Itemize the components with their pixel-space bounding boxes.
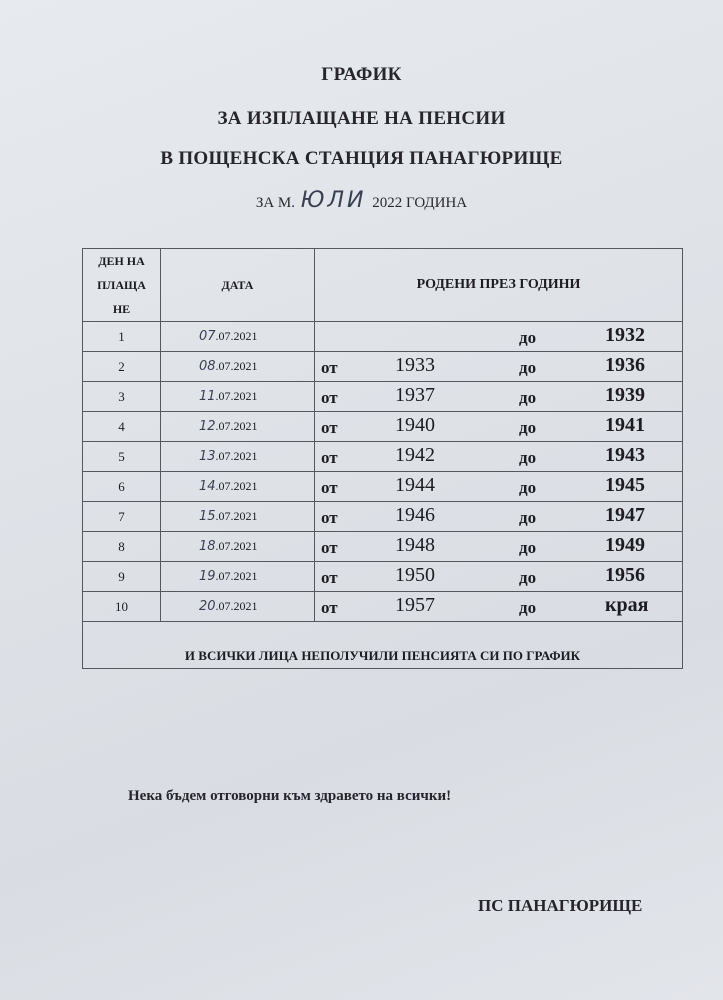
table-footer-row — [83, 622, 683, 669]
row-from-label: от — [321, 358, 338, 377]
footer-cell — [83, 622, 683, 669]
row-to-label: до — [519, 388, 537, 407]
row-from-year: 1944 — [395, 474, 435, 496]
row-to-label: до — [519, 508, 537, 527]
row-from-label: от — [321, 538, 338, 557]
row-to-label: до — [519, 448, 537, 467]
row-number-cell — [83, 592, 161, 622]
row-years-cell — [315, 322, 683, 352]
row-date-cell — [161, 352, 315, 382]
title-subheading: ЗА ИЗПЛАЩАНЕ НА ПЕНСИИ — [217, 108, 506, 129]
row-to-label: до — [519, 478, 537, 497]
table-row — [83, 562, 683, 592]
row-date-cell — [161, 442, 315, 472]
table-row — [83, 472, 683, 502]
table-row — [83, 592, 683, 622]
row-date-rest: .07.2021 — [215, 569, 258, 583]
row-number-cell — [83, 352, 161, 382]
row-number-cell — [83, 532, 161, 562]
row-number-cell — [83, 442, 161, 472]
row-date-cell — [161, 562, 315, 592]
row-years-cell — [315, 352, 683, 382]
row-date-day: 13 — [199, 449, 216, 464]
header-born-years: РОДЕНИ ПРЕЗ ГОДИНИ — [315, 249, 683, 322]
row-years-cell — [315, 472, 683, 502]
row-from-label: от — [321, 598, 338, 617]
table-row — [83, 442, 683, 472]
row-date-rest: .07.2021 — [215, 389, 258, 403]
table-body — [83, 322, 683, 622]
row-number: 9 — [118, 568, 125, 584]
row-date-rest: .07.2021 — [215, 539, 258, 553]
row-years-cell — [315, 532, 683, 562]
row-date-day: 18 — [199, 539, 216, 554]
row-number: 5 — [118, 448, 125, 464]
row-date-cell — [161, 472, 315, 502]
title-heading: ГРАФИК — [321, 64, 402, 85]
payment-schedule-table — [82, 248, 683, 669]
row-to-label: до — [519, 538, 537, 557]
row-date-day: 19 — [199, 569, 216, 584]
row-date-cell — [161, 382, 315, 412]
row-to-year: 1941 — [605, 414, 645, 436]
footer-text: И ВСИЧКИ ЛИЦА НЕПОЛУЧИЛИ ПЕНСИЯТА СИ ПО ГРАФИК — [184, 648, 581, 663]
header-day-line: ДЕН НА — [98, 254, 145, 268]
row-date-day: 11 — [199, 389, 216, 404]
row-from-year: 1950 — [395, 564, 435, 586]
row-to-year: 1956 — [605, 564, 645, 586]
row-number: 10 — [115, 598, 128, 614]
row-from-year: 1933 — [395, 354, 435, 376]
row-number: 7 — [118, 508, 125, 524]
row-to-label: до — [519, 328, 537, 347]
row-date-cell — [161, 532, 315, 562]
row-from-label: от — [321, 568, 338, 587]
health-note: Нека бъдем отговорни към здравето на всички! — [128, 788, 452, 804]
row-date-rest: .07.2021 — [215, 359, 258, 373]
table-row — [83, 382, 683, 412]
row-from-label: от — [321, 448, 338, 467]
header-day-line: ПЛАЩА — [97, 278, 146, 292]
row-date-rest: .07.2021 — [215, 509, 258, 523]
row-from-label: от — [321, 478, 338, 497]
row-number-cell — [83, 322, 161, 352]
table-header-row — [83, 249, 683, 322]
row-date-day: 12 — [199, 419, 216, 434]
row-to-year: 1949 — [605, 534, 645, 556]
row-number: 4 — [118, 418, 125, 434]
signature: ПС ПАНАГЮРИЩЕ — [478, 896, 643, 915]
row-from-label: от — [321, 508, 338, 527]
row-years-cell — [315, 442, 683, 472]
row-to-label: до — [519, 598, 537, 617]
table-row — [83, 532, 683, 562]
row-number-cell — [83, 412, 161, 442]
row-from-year: 1946 — [395, 504, 435, 526]
row-number-cell — [83, 472, 161, 502]
row-from-label: от — [321, 418, 338, 437]
row-years-cell — [315, 562, 683, 592]
month-suffix: 2022 ГОДИНА — [372, 195, 468, 211]
row-from-year: 1957 — [395, 594, 435, 616]
row-number: 1 — [118, 328, 125, 344]
row-to-year: 1945 — [605, 474, 645, 496]
row-to-label: до — [519, 418, 537, 437]
row-date-rest: .07.2021 — [215, 599, 258, 613]
row-date-cell — [161, 322, 315, 352]
row-number: 8 — [118, 538, 125, 554]
table-row — [83, 352, 683, 382]
row-date-rest: .07.2021 — [215, 329, 258, 343]
row-from-year: 1948 — [395, 534, 435, 556]
row-to-year: 1939 — [605, 384, 645, 406]
row-date-day: 07 — [199, 329, 216, 344]
row-date-cell — [161, 412, 315, 442]
row-number-cell — [83, 502, 161, 532]
row-date-cell — [161, 592, 315, 622]
month-prefix: ЗА М. — [255, 195, 296, 211]
header-date: ДАТА — [161, 249, 315, 322]
row-date-day: 20 — [199, 599, 216, 614]
row-number: 2 — [118, 358, 125, 374]
row-to-year: 1936 — [605, 354, 645, 376]
table-row — [83, 412, 683, 442]
row-to-year: 1932 — [605, 324, 645, 346]
row-date-day: 15 — [199, 509, 216, 524]
row-date-rest: .07.2021 — [215, 449, 258, 463]
row-to-year: 1943 — [605, 444, 645, 466]
row-to-label: до — [519, 358, 537, 377]
row-from-year: 1937 — [395, 384, 435, 406]
row-to-label: до — [519, 568, 537, 587]
row-from-year: 1940 — [395, 414, 435, 436]
header-day-line: НЕ — [112, 302, 131, 316]
row-number: 3 — [118, 388, 125, 404]
row-from-year: 1942 — [395, 444, 435, 466]
row-date-rest: .07.2021 — [215, 419, 258, 433]
table-row — [83, 502, 683, 532]
table-row — [83, 322, 683, 352]
row-date-cell — [161, 502, 315, 532]
row-from-label: от — [321, 388, 338, 407]
row-to-year: 1947 — [605, 504, 645, 526]
row-years-cell — [315, 592, 683, 622]
title-location: В ПОЩЕНСКА СТАНЦИЯ ПАНАГЮРИЩЕ — [160, 148, 563, 169]
row-to-year: края — [605, 594, 649, 616]
row-number: 6 — [118, 478, 125, 494]
month-handwritten: ЮЛИ — [300, 188, 367, 213]
header-day — [83, 249, 161, 322]
month-line — [0, 188, 723, 213]
row-date-rest: .07.2021 — [215, 479, 258, 493]
row-date-day: 14 — [199, 479, 216, 494]
row-years-cell — [315, 412, 683, 442]
row-number-cell — [83, 382, 161, 412]
row-years-cell — [315, 382, 683, 412]
row-number-cell — [83, 562, 161, 592]
row-years-cell — [315, 502, 683, 532]
row-date-day: 08 — [199, 359, 216, 374]
